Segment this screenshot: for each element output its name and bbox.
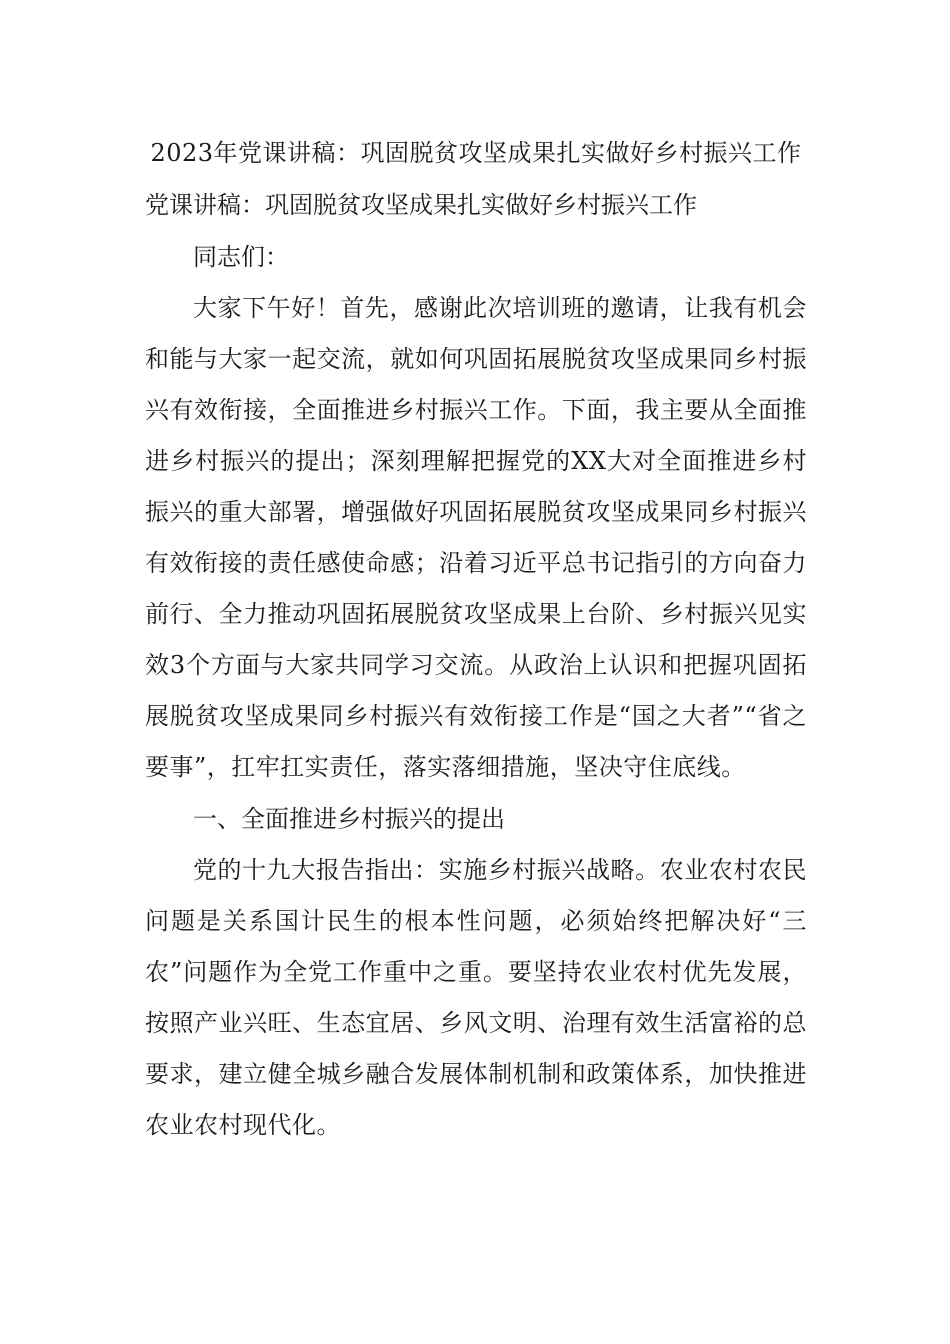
- section-paragraph-1: 党的十九大报告指出：实施乡村振兴战略。农业农村农民问题是关系国计民生的根本性问题，必须始终把解决好“三农”问题作为全党工作重中之重。要坚持农业农村优先发展，按照产业兴旺、生态宜居、乡风文明、治理有效生活富裕的总要求，建立健全城乡融合发展体制机制和政策体系，加快推进农业农村现代化。: [145, 856, 807, 1139]
- document-title: 2023年党课讲稿：巩固脱贫攻坚成果扎实做好乡村振兴工作: [150, 139, 802, 167]
- section-heading-1: 一、全面推进乡村振兴的提出: [193, 805, 505, 833]
- document-subtitle: 党课讲稿：巩固脱贫攻坚成果扎实做好乡村振兴工作: [145, 191, 697, 219]
- document-body: [145, 128, 807, 1151]
- intro-paragraph: 大家下午好！首先，感谢此次培训班的邀请，让我有机会和能与大家一起交流，就如何巩固拓展脱贫攻坚成果同乡村振兴有效衔接，全面推进乡村振兴工作。下面，我主要从全面推进乡村振兴的提出；深刻理解把握党的XX大对全面推进乡村振兴的重大部署，增强做好巩固拓展脱贫攻坚成果同乡村振兴有效衔接的责任感使命感；沿着习近平总书记指引的方向奋力前行、全力推动巩固拓展脱贫攻坚成果上台阶、乡村振兴见实效3个方面与大家共同学习交流。从政治上认识和把握巩固拓展脱贫攻坚成果同乡村振兴有效衔接工作是“国之大者”“省之要事”，扛牢扛实责任，落实落细措施，坚决守住底线。: [145, 294, 807, 781]
- greeting-line: 同志们：: [193, 243, 289, 271]
